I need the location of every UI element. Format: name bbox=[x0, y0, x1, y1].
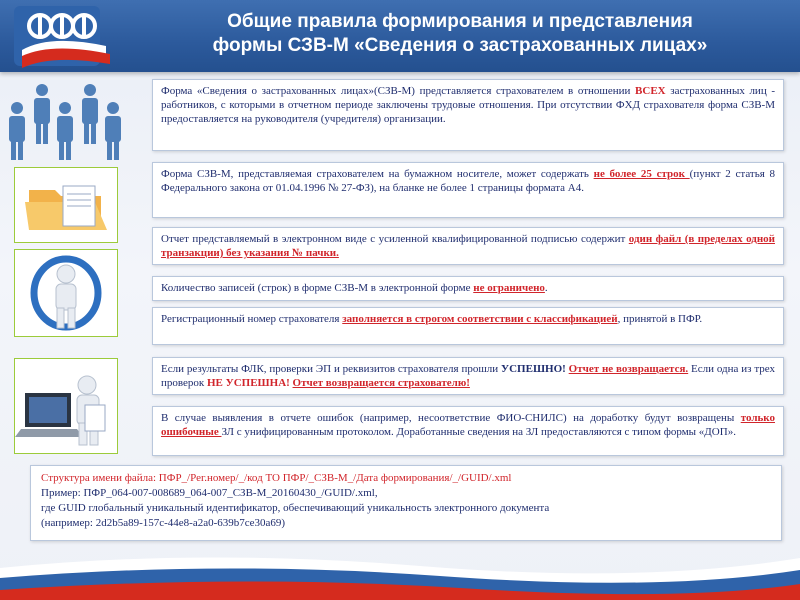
block-check-results: Если результаты ФЛК, проверки ЭП и реквизитов страхователя прошли УСПЕШНО! Отчет не возвращается. Если одна из трех проверок НЕ УСПЕШНА! Отчет возвращается страхователю! bbox=[152, 357, 784, 395]
success-label: УСПЕШНО! bbox=[501, 363, 566, 375]
fail-label: НЕ УСПЕШНА! bbox=[207, 377, 290, 389]
highlight-classification: заполняется в строгом соответствии с классификацией bbox=[342, 313, 618, 325]
title-line-2: формы СЗВ-М «Сведения о застрахованных лицах» bbox=[212, 35, 708, 56]
file-example-line: Пример: ПФР_064-007-008689_064-007_СЗВ-М_20160430_/GUID/.xml, bbox=[41, 487, 378, 499]
person-with-ring-icon bbox=[15, 250, 117, 336]
highlight-unlimited: не ограничено bbox=[473, 282, 545, 294]
header-bar bbox=[0, 0, 800, 72]
guid-example-line: (например: 2d2b5a89-157c-44e8-a2a0-639b7ce30a69) bbox=[41, 517, 286, 529]
highlight-returned: Отчет возвращается страхователю! bbox=[292, 377, 470, 389]
pfr-logo bbox=[10, 4, 120, 70]
highlight-all: ВСЕХ bbox=[635, 85, 666, 97]
block-all-insured: Форма «Сведения о застрахованных лицах»(СЗВ-М) представляется страхователем в отношении ВСЕХ застрахованных лиц - работников, с которыми в отчетном периоде заключены трудовые отношения. При отсутствии ФХД страхователя форма СЗВ-М предоставляется на руководителя (учредителя) организации. bbox=[152, 79, 784, 151]
highlight-25-rows: не более 25 строк bbox=[593, 168, 690, 180]
page-title bbox=[130, 10, 790, 58]
flag-wave-decoration bbox=[0, 548, 800, 600]
laptop-person-icon bbox=[15, 359, 117, 453]
guid-description-line: где GUID глобальный уникальный идентификатор, обеспечивающий уникальность электронного документа bbox=[41, 502, 550, 514]
people-group-icon bbox=[2, 80, 132, 162]
folder-icon bbox=[15, 168, 117, 242]
block-electronic-form: Отчет представляемый в электронном виде с усиленной квалифицированной подписью содержит один файл (в пределах одной транзакции) без указания № пачки. bbox=[152, 227, 784, 265]
block-registration-number: Регистрационный номер страхователя заполняется в строгом соответствии с классификацией, принятой в ПФР. bbox=[152, 307, 784, 345]
block-errors: В случае выявления в отчете ошибок (например, несоответствие ФИО-СНИЛС) на доработку будут возвращены только ошибочные ЗЛ с унифицированным протоколом. Доработанные сведения на ЗЛ предоставляются с типом формы «ДОП». bbox=[152, 406, 784, 456]
file-structure-line: Структура имени файла: ПФР_/Рег.номер/_/код ТО ПФР/_СЗВ-М_/Дата формирования/_/GUID/.xml bbox=[41, 472, 512, 484]
title-line-1: Общие правила формирования и представления bbox=[227, 11, 693, 32]
block-records-count: Количество записей (строк) в форме СЗВ-М в электронной форме не ограничено. bbox=[152, 276, 784, 301]
highlight-one-file: один файл (в пределах одной транзакции) без указания № пачки. bbox=[161, 233, 775, 259]
folder-image bbox=[14, 167, 118, 243]
figure-image bbox=[14, 249, 118, 337]
highlight-only-errors: только ошибочные bbox=[161, 412, 775, 438]
laptop-image bbox=[14, 358, 118, 454]
highlight-not-returned: Отчет не возвращается. bbox=[568, 363, 689, 375]
block-paper-form: Форма СЗВ-М, представляемая страхователем на бумажном носителе, может содержать не более 25 строк (пункт 2 статья 8 Федерального закона от 01.04.1996 № 27-ФЗ), на бланке не более 1 страницы формата А4. bbox=[152, 162, 784, 218]
file-name-structure bbox=[30, 465, 782, 541]
